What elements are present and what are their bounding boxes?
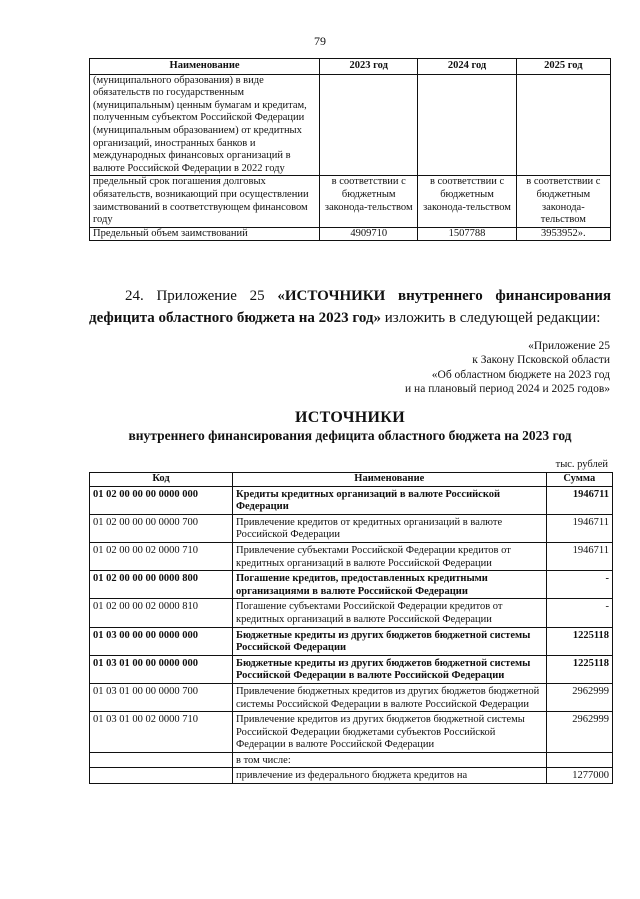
row-name: (муниципального образования) в виде обязательств по государственным (муниципальным) ценным бумагам и кредитам, полученным субъектом Российской Федерации (муниципальным образованием) от кредитных организаций, иностранных банков и международных финансовых организаций в валюте Российской Федерации в 2022 году: [90, 74, 320, 176]
row-cell-2024: 1507788: [418, 227, 516, 241]
table-row: [90, 486, 613, 514]
paragraph-suffix: изложить в следующей редакции:: [381, 310, 601, 326]
row-sum: 1225118: [546, 655, 612, 683]
row-cell: [418, 74, 516, 176]
table-row: [90, 768, 613, 784]
row-code: 01 03 01 00 02 0000 710: [90, 712, 233, 753]
appendix-reference: [310, 339, 610, 397]
header-name: Наименование: [233, 473, 547, 487]
row-sum: 1277000: [546, 768, 612, 784]
row-name: Привлечение кредитов от кредитных организаций в валюте Российской Федерации: [233, 514, 547, 542]
row-code: 01 02 00 00 02 0000 710: [90, 542, 233, 570]
row-sum: 1946711: [546, 514, 612, 542]
row-code: 01 02 00 00 00 0000 800: [90, 571, 233, 599]
header-sum: Сумма: [546, 473, 612, 487]
row-code: 01 02 00 00 00 0000 700: [90, 514, 233, 542]
row-name: Погашение кредитов, предоставленных кредитными организациями в валюте Российской Федерации: [233, 571, 547, 599]
table-header-row: [90, 59, 611, 75]
unit-label: тыс. рублей: [555, 459, 608, 470]
table-row: [90, 514, 613, 542]
row-code: 01 03 00 00 00 0000 000: [90, 627, 233, 655]
table-row: [90, 683, 613, 711]
row-cell-2024: в соответствии с бюджетным законода-тельством: [418, 176, 516, 227]
row-sum: -: [546, 571, 612, 599]
row-sum: -: [546, 599, 612, 627]
row-name: Бюджетные кредиты из других бюджетов бюджетной системы Российской Федерации: [233, 627, 547, 655]
row-sum: 2962999: [546, 683, 612, 711]
header-code: Код: [90, 473, 233, 487]
document-title: ИСТОЧНИКИ: [295, 409, 405, 426]
row-name: Привлечение кредитов из других бюджетов бюджетной системы Российской Федерации бюджетами субъектов Российской Федерации в валюте Российской Федерации: [233, 712, 547, 753]
table-row: [90, 752, 613, 768]
header-2024: 2024 год: [418, 59, 516, 75]
header-name: Наименование: [90, 59, 320, 75]
row-cell: [320, 74, 418, 176]
row-name: Бюджетные кредиты из других бюджетов бюджетной системы Российской Федерации в валюте Российской Федерации: [233, 655, 547, 683]
table-row: [90, 712, 613, 753]
amendment-paragraph: [89, 285, 611, 329]
row-code: [90, 752, 233, 768]
table-row: [90, 627, 613, 655]
appendix-line: «Приложение 25: [528, 340, 610, 352]
row-code: 01 03 01 00 00 0000 000: [90, 655, 233, 683]
row-name: предельный срок погашения долговых обязательств, возникающий при осуществлении заимствований в соответствующем финансовом году: [90, 176, 320, 227]
row-cell-2023: 4909710: [320, 227, 418, 241]
row-cell-2025: в соответствии с бюджетным законода-тельством: [516, 176, 610, 227]
row-name: Кредиты кредитных организаций в валюте Российской Федерации: [233, 486, 547, 514]
row-code: 01 02 00 00 00 0000 000: [90, 486, 233, 514]
row-name: в том числе:: [233, 752, 547, 768]
row-sum: 1946711: [546, 486, 612, 514]
header-2023: 2023 год: [320, 59, 418, 75]
row-name: Привлечение бюджетных кредитов из других бюджетов бюджетной системы Российской Федерации в валюте Российской Федерации: [233, 683, 547, 711]
row-name: Погашение субъектами Российской Федерации кредитов от кредитных организаций в валюте Российской Федерации: [233, 599, 547, 627]
document-subtitle: внутреннего финансирования дефицита областного бюджета на 2023 год: [128, 428, 572, 443]
row-name: привлечение из федерального бюджета кредитов на: [233, 768, 547, 784]
row-code: [90, 768, 233, 784]
table-row: [90, 571, 613, 599]
row-name: Предельный объем заимствований: [90, 227, 320, 241]
row-sum: 2962999: [546, 712, 612, 753]
table-row: [90, 74, 611, 176]
row-cell-2025: 3953952».: [516, 227, 610, 241]
row-code: 01 03 01 00 00 0000 700: [90, 683, 233, 711]
row-sum: 1946711: [546, 542, 612, 570]
row-sum: [546, 752, 612, 768]
row-name: Привлечение субъектами Российской Федерации кредитов от кредитных организаций в валюте Российской Федерации: [233, 542, 547, 570]
page-number: 79: [314, 34, 326, 48]
row-code: 01 02 00 00 02 0000 810: [90, 599, 233, 627]
table-row: [90, 542, 613, 570]
table-header-row: [90, 473, 613, 487]
row-cell-2023: в соответствии с бюджетным законода-тельством: [320, 176, 418, 227]
appendix-line: к Закону Псковской области: [472, 354, 610, 367]
row-cell: [516, 74, 610, 176]
table-row: [90, 655, 613, 683]
paragraph-bold: «ИСТОЧНИКИ внутреннего финансирования дефицита областного бюджета на 2023 год»: [89, 288, 611, 326]
borrowing-limits-table: [89, 58, 611, 241]
appendix-line: «Об областном бюджете на 2023 год: [431, 368, 610, 381]
appendix-line: и на плановый период 2024 и 2025 годов»: [405, 383, 610, 396]
sources-table: [89, 472, 613, 784]
row-sum: 1225118: [546, 627, 612, 655]
paragraph-prefix: 24. Приложение 25: [125, 288, 278, 304]
table-row: [90, 176, 611, 227]
table-row: [90, 227, 611, 241]
table-row: [90, 599, 613, 627]
header-2025: 2025 год: [516, 59, 610, 75]
